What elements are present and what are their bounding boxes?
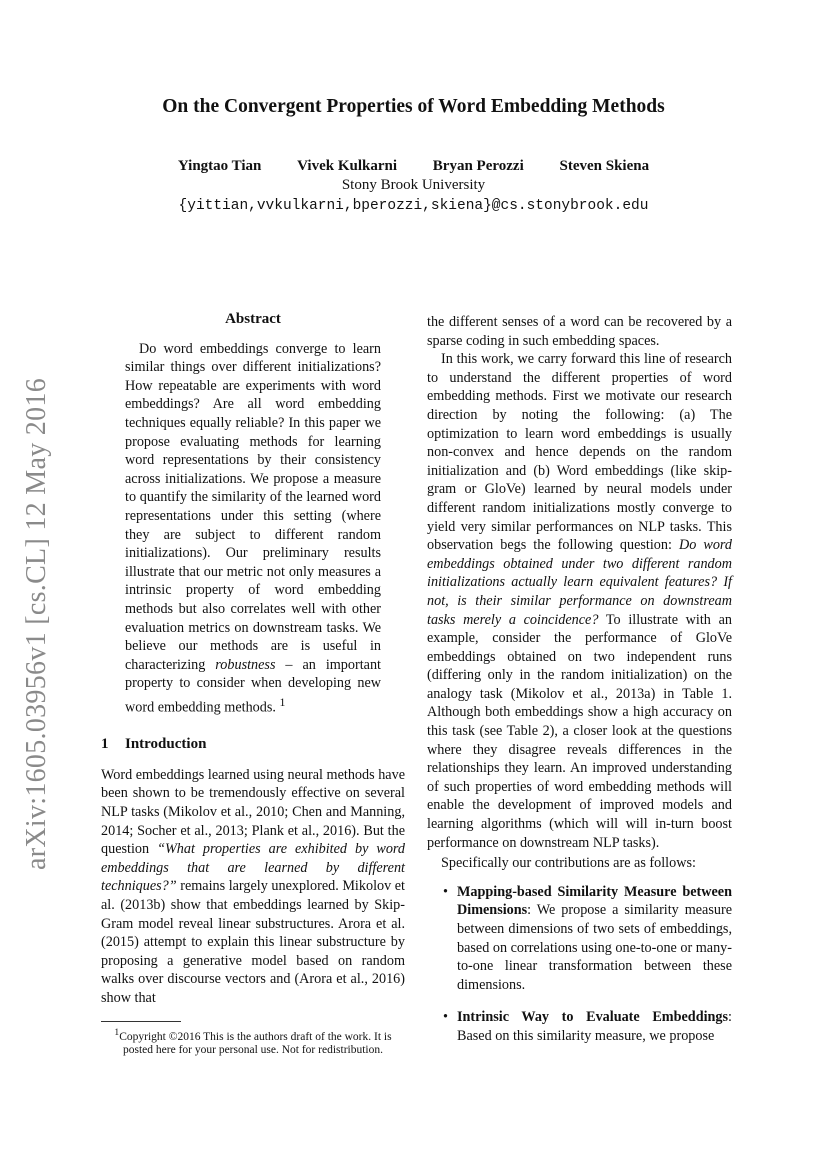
contribution-item bbox=[427, 883, 732, 995]
contribution-title: Intrinsic Way to Evaluate Embeddings bbox=[457, 1009, 729, 1026]
intro-research-question: Do word embeddings obtained under two different random initializations actually learn equivalent features? If not, is their similar performance on downstream tasks merely a coincidence? bbox=[427, 537, 732, 628]
contribution-text: : We propose a similarity measure between dimensions of two sets of embeddings, based on correlations using one-to-one or many-to-one linear transformation between these dimensions. bbox=[457, 902, 733, 993]
author-name: Steven Skiena bbox=[559, 158, 650, 174]
intro-text: Word embeddings learned using neural methods have been shown to be tremendously effective on several NLP tasks (Mikolov et al., 2010; Chen and Manning, 2014; Socher et al., 2013; Plank et al., 2016). But the question bbox=[101, 766, 405, 858]
author-list bbox=[0, 158, 827, 175]
author-emails: {yittian,vvkulkarni,bperozzi,skiena}@cs.stonybrook.edu bbox=[178, 198, 649, 214]
abstract-body bbox=[125, 340, 381, 718]
contribution-item bbox=[427, 1008, 732, 1045]
affiliation: Stony Brook University bbox=[341, 177, 486, 193]
author-name: Vivek Kulkarni bbox=[297, 158, 398, 174]
intro-paragraph-3: Specifically our contributions are as follows: bbox=[441, 855, 696, 872]
abstract-text: Do word embeddings converge to learn similar things over different initializations? How repeatable are experiments with word embeddings? Are all word embedding techniques equally reliable? In this paper we propose evaluating methods for learning word representations by their consistency across initializations. We propose a measure to quantify the similarity of the learned word representations under this setting (where they are subject to different random initializations). Our preliminary results illustrate that our metric not only measures a intrinsic property of word embedding methods but also correlates well with other evaluation metrics on downstream tasks. We believe our methods are is useful in characterizing bbox=[125, 340, 381, 673]
intro-text-continued: To illustrate with an example, consider the performance of GloVe embeddings obtained on two independent runs (differing only in the random initialization) on the analogy task (Mikolov et al., 2013a) in Table 1. Although both embeddings show a high accuracy on this task (see Table 2), a closer look at the questions where they disagree reveals differences in the relationships they learn. An improved understanding of such properties of word embedding methods will enable the development of improved models and learning algorithms (which will will in-turn boost performance on downstream NLP tasks). bbox=[427, 611, 732, 851]
abstract-emphasis: robustness bbox=[215, 656, 276, 673]
section-title: Introduction bbox=[125, 736, 207, 753]
footnote-marker: 1 bbox=[279, 694, 286, 709]
section-heading-introduction bbox=[101, 735, 405, 754]
abstract-paragraph bbox=[125, 340, 381, 718]
footnote-number: 1 bbox=[114, 1026, 120, 1038]
intro-text: In this work, we carry forward this line of research to understand the different properties of word embedding methods. First we motivate our research direction by noting the following: (a) The optimization to learn word embeddings is usually non-convex and hence depends on the random initialization and (b) Word embeddings (like skip-gram or GloVe) learned by neural models under different random initializations mostly converge to yield very similar performances on NLP tasks. This observation begs the following question: bbox=[427, 351, 732, 554]
footnote-text: Copyright ©2016 This is the authors draft of the work. It is posted here for your personal use. Not for redistribution. bbox=[119, 1030, 392, 1057]
section-number: 1 bbox=[101, 736, 109, 753]
author-name: Bryan Perozzi bbox=[432, 158, 524, 174]
arxiv-identifier: arXiv:1605.03956v1 [cs.CL] 12 May 2016 bbox=[21, 377, 52, 870]
footnote-divider bbox=[101, 1021, 181, 1022]
contribution-title: Mapping-based Similarity Measure between Dimensions bbox=[457, 883, 732, 919]
bullet-marker: • bbox=[443, 883, 448, 900]
intro-paragraph-2 bbox=[427, 350, 732, 852]
left-column bbox=[101, 310, 405, 1057]
contribution-text: : Based on this similarity measure, we propose bbox=[457, 1009, 732, 1044]
footnote bbox=[101, 1026, 405, 1058]
abstract-text-end: – an important property to consider when developing new word embedding methods. bbox=[125, 656, 381, 716]
intro-paragraph-1-continued: the different senses of a word can be recovered by a sparse coding in such embedding spaces. bbox=[427, 314, 732, 349]
author-name: Yingtao Tian bbox=[177, 158, 262, 174]
intro-text-continued: remains largely unexplored. Mikolov et al. (2013b) show that embeddings learned by Skip-Gram model reveal linear substructures. Arora et al. (2015) attempt to explain this linear substructure by proposing a generative model based on random walks over discourse vectors and (Arora et al., 2016) show that bbox=[101, 878, 405, 1006]
right-column bbox=[427, 313, 732, 1046]
intro-question: “What properties are exhibited by word embeddings that are learned by different techniques?” bbox=[101, 841, 405, 895]
bullet-marker: • bbox=[443, 1009, 448, 1026]
intro-paragraph-1 bbox=[101, 766, 405, 1008]
abstract-heading: Abstract bbox=[225, 311, 281, 327]
paper-title: On the Convergent Properties of Word Embedding Methods bbox=[162, 96, 665, 117]
